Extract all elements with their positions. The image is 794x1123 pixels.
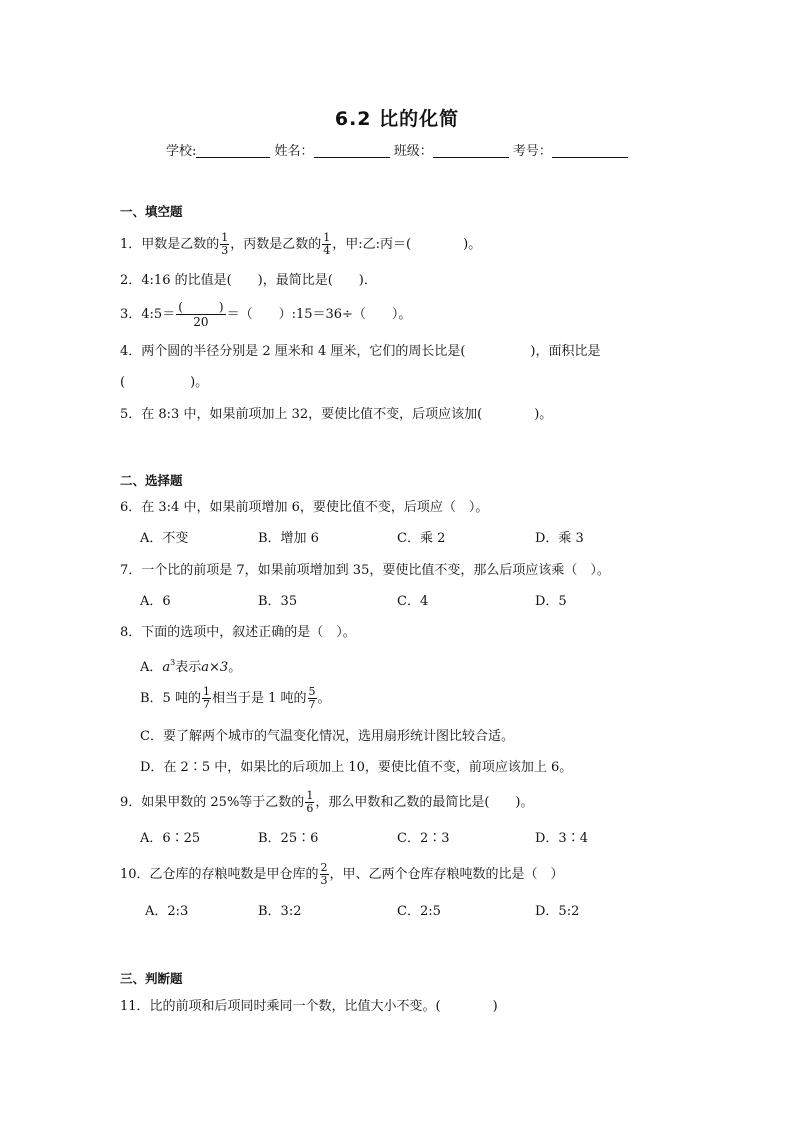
fraction-numerator: 2	[320, 861, 328, 874]
q6-option-c[interactable]: C．乘 2	[397, 531, 446, 546]
q7-option-b[interactable]: B．35	[258, 594, 298, 609]
fraction-denominator: 20	[193, 315, 209, 329]
question-4: 4．两个圆的半径分别是 2 厘米和 4 厘米，它们的周长比是( )，面积比是	[120, 344, 601, 359]
question-11: 11．比的前项和后项同时乘同一个数，比值大小不变。( )	[120, 999, 498, 1014]
question-3	[120, 299, 411, 331]
question-4-cont: ( )。	[120, 375, 209, 390]
school-field[interactable]	[196, 143, 270, 158]
q9-option-a[interactable]: A．6∶25	[140, 831, 201, 846]
fraction-numerator: 1	[306, 789, 314, 802]
name-label: 姓名：	[274, 144, 314, 159]
fraction-one-seventh	[202, 686, 211, 711]
class-label: 班级：	[393, 144, 433, 159]
option-text: 表示	[175, 660, 202, 675]
fraction-two-thirds	[320, 862, 329, 887]
variable-a: a	[162, 660, 171, 675]
q6-option-d[interactable]: D．乘 3	[535, 531, 584, 546]
fraction-numerator: 1	[323, 231, 331, 244]
q9-option-d[interactable]: D．3∶4	[535, 831, 588, 846]
question-6: 6．在 3:4 中，如果前项增加 6，要使比值不变，后项应（ ）。	[120, 500, 489, 515]
expression: a×3	[201, 660, 229, 675]
q10-text-a: 10．乙仓库的存粮吨数是甲仓库的	[120, 867, 319, 882]
fraction-denominator: 3	[221, 244, 229, 257]
question-7: 7．一个比的前项是 7，如果前项增加到 35，要使比值不变，那么后项应该乘（ ）。	[120, 563, 610, 578]
exponent: 3	[170, 658, 176, 667]
fraction-one-third	[220, 232, 229, 257]
fraction-denominator: 3	[320, 874, 328, 887]
q7-option-c[interactable]: C．4	[397, 594, 429, 609]
q8-option-d[interactable]: D．在 2∶5 中，如果比的后项加上 10，要使比值不变，前项应该加上 6。	[140, 760, 573, 775]
fraction-denominator: 7	[202, 698, 210, 711]
q10-option-a[interactable]: A．2:3	[145, 904, 189, 919]
exam-no-label: 考号：	[512, 144, 552, 159]
question-5: 5．在 8:3 中，如果前项加上 32，要使比值不变，后项应该加( )。	[120, 407, 553, 422]
fraction-denominator: 6	[306, 802, 314, 815]
q7-option-a[interactable]: A．6	[140, 594, 171, 609]
q1-text-a: 1．甲数是乙数的	[120, 237, 220, 252]
q10-option-c[interactable]: C．2:5	[397, 904, 441, 919]
q3-text-b: ＝（ ）:15＝36÷（ ）。	[226, 307, 412, 322]
fraction-numerator[interactable]: ( )	[178, 300, 224, 314]
q6-option-b[interactable]: B．增加 6	[258, 531, 319, 546]
question-8: 8．下面的选项中，叙述正确的是（ ）。	[120, 625, 356, 640]
option-end: 。	[228, 660, 242, 675]
fraction-blank-over-20	[176, 300, 225, 329]
page-title: 6.2 比的化简	[334, 108, 460, 130]
q9-text-b: ，那么甲数和乙数的最简比是( )。	[315, 795, 534, 810]
q1-text-c: ，甲:乙:丙＝(	[332, 237, 412, 252]
name-field[interactable]	[314, 143, 390, 158]
section-heading-judgement: 三、判断题	[120, 971, 183, 986]
q1-text-b: ，丙数是乙数的	[230, 237, 322, 252]
question-2: 2．4:16 的比值是( )，最简比是( )．	[120, 273, 377, 288]
q9-option-b[interactable]: B．25∶6	[258, 831, 319, 846]
fraction-numerator: 1	[202, 685, 210, 698]
q8-option-c[interactable]: C．要了解两个城市的气温变化情况，选用扇形统计图比较合适。	[140, 729, 514, 744]
fraction-numerator: 1	[221, 231, 229, 244]
q9-option-c[interactable]: C．2∶3	[397, 831, 450, 846]
fraction-one-quarter	[322, 232, 331, 257]
q7-option-d[interactable]: D．5	[535, 594, 567, 609]
option-text-c: 。	[317, 691, 331, 706]
q6-option-a[interactable]: A．不变	[140, 531, 189, 546]
fraction-denominator: 7	[308, 698, 316, 711]
class-field[interactable]	[433, 143, 509, 158]
q8-option-a[interactable]	[140, 654, 241, 677]
option-text-a: B．5 吨的	[140, 691, 201, 706]
question-10	[120, 860, 564, 890]
q10-option-b[interactable]: B．3:2	[258, 904, 302, 919]
fraction-five-sevenths	[308, 686, 317, 711]
q8-option-b[interactable]	[140, 684, 331, 714]
q9-text-a: 9．如果甲数的 25%等于乙数的	[120, 795, 305, 810]
q3-text-a: 3．4:5＝	[120, 307, 176, 322]
question-1	[120, 232, 481, 258]
fraction-numerator: 5	[308, 685, 316, 698]
student-info-line	[166, 140, 628, 159]
q1-text-d: )。	[463, 237, 482, 252]
section-heading-fill-in: 一、填空题	[120, 204, 183, 219]
exam-no-field[interactable]	[552, 143, 628, 158]
option-text-b: 相当于是 1 吨的	[211, 691, 307, 706]
school-label: 学校:	[166, 144, 197, 159]
option-letter: A．	[140, 660, 163, 675]
question-9	[120, 788, 533, 818]
fraction-denominator: 4	[323, 244, 331, 257]
q10-option-d[interactable]: D．5:2	[535, 904, 580, 919]
q10-text-b: ，甲、乙两个仓库存粮吨数的比是（ ）	[329, 867, 564, 882]
fraction-one-sixth	[305, 790, 314, 815]
section-heading-choice: 二、选择题	[120, 473, 183, 488]
